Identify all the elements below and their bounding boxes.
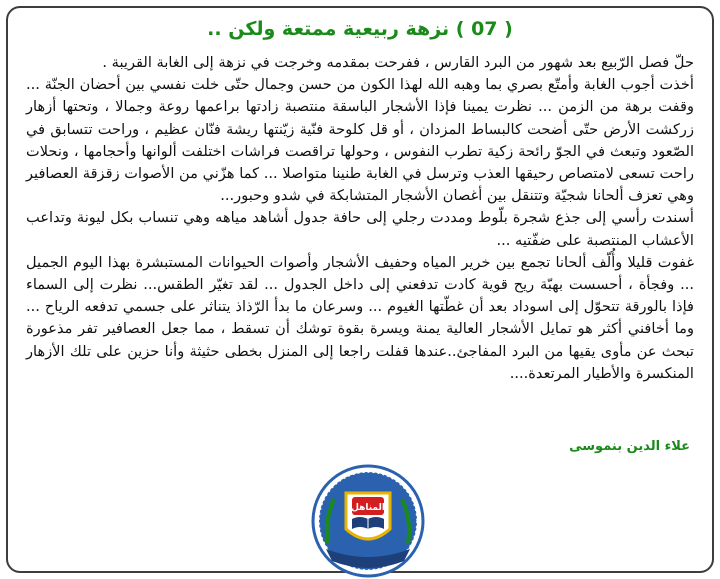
article-card <box>6 6 714 573</box>
article-title: ( 07 ) نزهة ربيعية ممتعة ولكن .. <box>207 18 513 40</box>
paragraph: غفوت قليلا وأُلّف ألحانا تجمع بين خرير المياه وحفيف الأشجار وأصوات الحيوانات المستبشرة بهذا اليوم الجميل ... وفجأة ، أحسست بهبّة ريح قوية كادت تدفعني إلى داخل الجدول ... لقد تغيّر الطقس... نظرت إلى السماء فإذا بالورقة تتحوّل إلى اسوداد بعد أن غطّتها الغيوم ... وسرعان ما بدأ الرّذاذ يتناثر على جسمي تدفعه الرياح ... وما أخافني أكثر هو تمايل الأشجار العالية يمنة ويسرة بقوة توشك أن تسقط ، مما جعل العصافير تفر مذعورة تبحث عن مأوى يقيها من البرد المفاجئ..عندها قفلت راجعا إلى المنزل بخطى حثيثة وأنا حزين على تلك الأزهار المنكسرة والأطيار المرتعدة.... <box>26 253 694 382</box>
paragraph: أسندت رأسي إلى جذع شجرة بلّوط ومددت رجلي إلى حافة جدول أشاهد مياهه وهي تنساب بكل ليونة وتداعب الأعشاب المنتصبة على ضفّتيه ... <box>26 209 694 249</box>
author-name: علاء الدين بنموسى <box>569 439 690 454</box>
paragraph: أخذت أجوب الغابة وأمتّع بصري بما وهبه الله لهذا الكون من حسن وجمال حتّى خلت نفسي بين أحضان الجنّة ... وقفت برهة من الزمن ... نظرت يمينا فإذا الأشجار الباسقة منتصبة زادتها براعمها روعة وجمالا ، وتحتها أزهار زركشت الأرض حتّى أضحت كالبساط المزدان ، أو قل كلوحة فنّية زيّنتها ريشة فنّان عظيم ، وراحت تتسابق في الصّعود وتبعث في الجوّ رائحة زكية تطرب النفوس ، وحولها تراقصت فراشات اختلفت ألوانها وأحجامها ، ونحلات راحت تسعى لامتصاص رحيقها العذب وترسل في الغابة طنينا متواصلا ... كما هزّني من الأصوات زقزقة العصافير وهي تعزف ألحانا شجيّة وتتنقل بين أغصان الأشجار المتشابكة في شدو وحبور... <box>26 76 694 205</box>
logo-text: المناهل <box>351 503 385 513</box>
paragraph: حلّ فصل الرّبيع بعد شهور من البرد القارس ، ففرحت بمقدمه وخرجت في نزهة إلى الغابة القريبة . <box>102 54 694 71</box>
article-body <box>26 52 694 385</box>
almanahel-logo <box>304 463 432 579</box>
